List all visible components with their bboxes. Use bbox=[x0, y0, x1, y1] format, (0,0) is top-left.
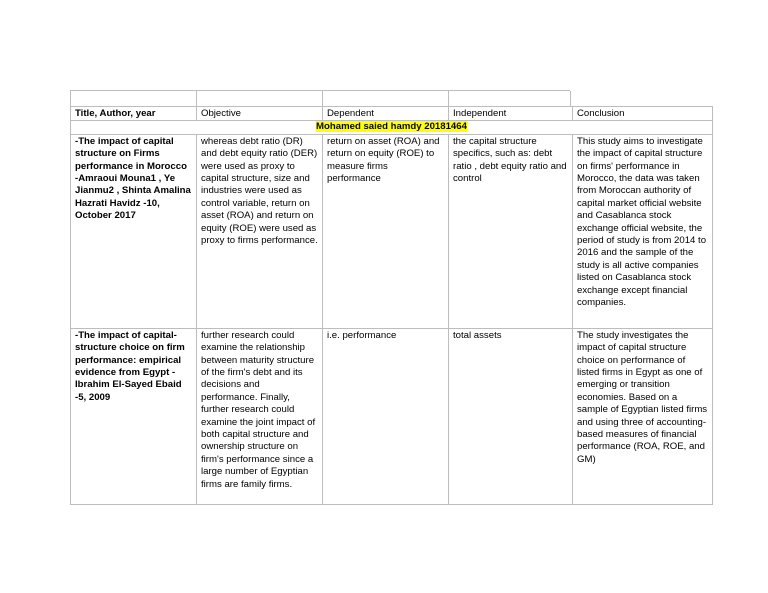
grid-line bbox=[322, 91, 323, 107]
grid-line bbox=[70, 91, 71, 107]
cell-dependent: i.e. performance bbox=[323, 328, 449, 504]
group-label: Mohamed saied hamdy 20181464 bbox=[316, 121, 467, 133]
literature-review-table bbox=[70, 106, 713, 505]
grid-line bbox=[570, 91, 571, 107]
table-row bbox=[71, 328, 713, 504]
header-row bbox=[71, 107, 713, 121]
header-dependent: Dependent bbox=[323, 107, 449, 121]
cell-independent: the capital structure specifics, such as: debt ratio , debt equity ratio and control bbox=[449, 134, 573, 328]
cell-independent: total assets bbox=[449, 328, 573, 504]
cell-conclusion: The study investigates the impact of capital structure choice on performance of listed firms in Egypt as one of emerging or transition economies. Based on a sample of Egyptian listed firms and using three of accounting-based measures of financial performance (ROA, ROE, and GM) bbox=[573, 328, 713, 504]
header-title: Title, Author, year bbox=[71, 107, 197, 121]
empty-top-row bbox=[70, 90, 570, 107]
group-cell bbox=[71, 121, 713, 134]
cell-objective: further research could examine the relationship between maturity structure of the firm's debt and its decisions and performance. Finally, further research could examine the joint impact of both capital structure and ownership structure on firm's performance since a large number of Egyptian firms are family firms. bbox=[197, 328, 323, 504]
table-row bbox=[71, 134, 713, 328]
cell-title: -The impact of capital-structure choice on firm performance: empirical evidence from Egypt -Ibrahim El-Sayed Ebaid -5, 2009 bbox=[71, 328, 197, 504]
header-objective: Objective bbox=[197, 107, 323, 121]
cell-title: -The impact of capital structure on Firms performance in Morocco -Amraoui Mouna1 , Ye Jianmu2 , Shinta Amalina Hazrati Havidz -10, October 2017 bbox=[71, 134, 197, 328]
cell-dependent: return on asset (ROA) and return on equity (ROE) to measure firms performance bbox=[323, 134, 449, 328]
header-conclusion: Conclusion bbox=[573, 107, 713, 121]
cell-objective: whereas debt ratio (DR) and debt equity ratio (DER) were used as proxy to capital structure, size and industries were used as control variable, return on asset (ROA) and return on equity (ROE) were used as proxy to firms performance. bbox=[197, 134, 323, 328]
grid-line bbox=[448, 91, 449, 107]
group-row bbox=[71, 121, 713, 134]
header-independent: Independent bbox=[449, 107, 573, 121]
cell-conclusion: This study aims to investigate the impact of capital structure on firms' performance in Morocco, the data was taken from Moroccan authority of capital market official website and Casablanca stock exchange official website, the period of study is from 2014 to 2016 and the sample of the study is all active companies listed on Casablanca stock exchange except financial companies. bbox=[573, 134, 713, 328]
grid-line bbox=[196, 91, 197, 107]
